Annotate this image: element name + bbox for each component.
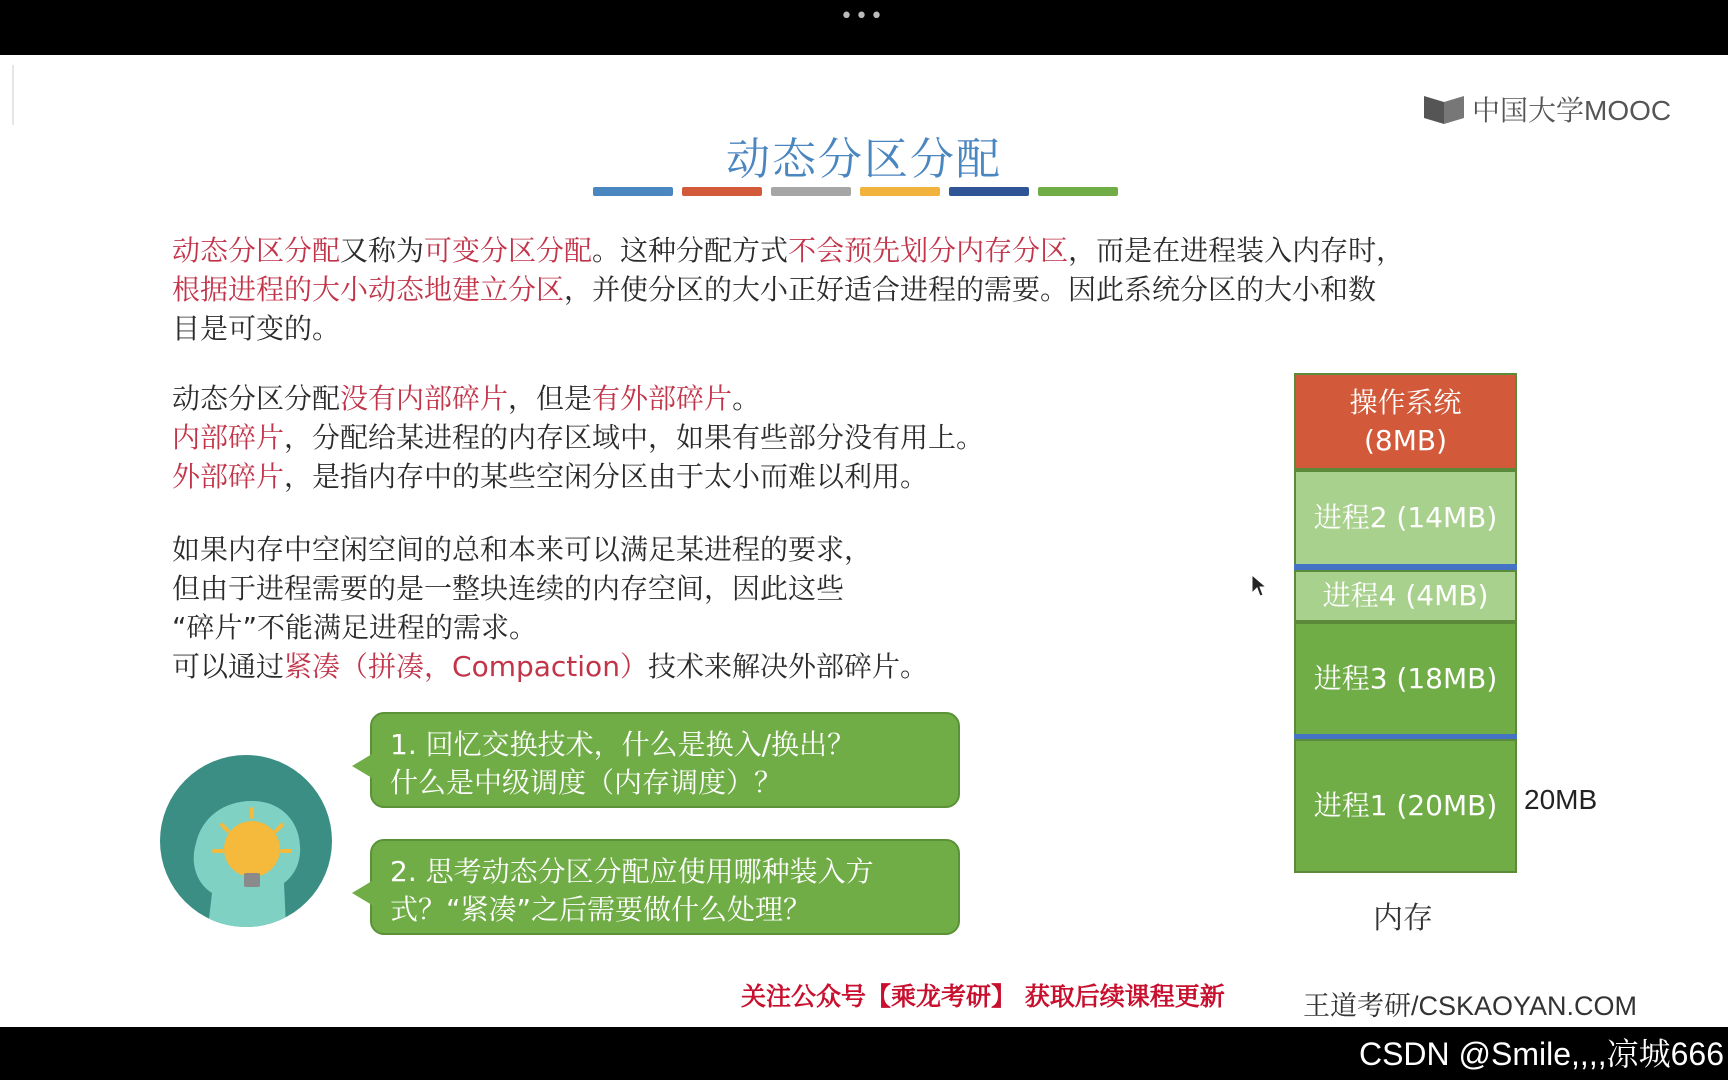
- highlight-text: 紧凑（拼凑，Compaction）: [284, 650, 648, 683]
- paragraph-fragmentation: [172, 379, 984, 496]
- memory-block-process-2: 进程2 (14MB): [1294, 470, 1517, 566]
- body-text: 技术来解决外部碎片。: [647, 650, 928, 683]
- body-text: 。这种分配方式: [592, 234, 789, 267]
- title-bar-segment: [682, 187, 762, 196]
- text-line: [172, 309, 1404, 348]
- slide-edge-divider: [12, 65, 14, 125]
- highlight-text: 可变分区分配: [424, 234, 593, 267]
- thinking-head-icon: [160, 755, 332, 927]
- footer-website: 王道考研/CSKAOYAN.COM: [1303, 991, 1638, 1021]
- highlight-text: 动态分区分配: [172, 234, 341, 267]
- question-1-line-1: 1. 回忆交换技术，什么是换入/换出？: [390, 728, 856, 761]
- text-line: [172, 379, 984, 418]
- paragraph-definition: [172, 231, 1404, 348]
- slide: [0, 55, 1728, 1027]
- more-menu-icon[interactable]: •••: [840, 4, 885, 29]
- text-line: [172, 647, 928, 686]
- body-text: 可以通过: [172, 650, 285, 683]
- body-text: 动态分区分配: [172, 382, 341, 415]
- text-line: [172, 418, 984, 457]
- body-text: 如果内存中空闲空间的总和本来可以满足某进程的要求，: [172, 533, 873, 566]
- title-bar-segment: [860, 187, 940, 196]
- text-line: [172, 608, 928, 647]
- highlight-text: 根据进程的大小动态地建立分区: [172, 273, 565, 306]
- body-text: ，并使分区的大小正好适合进程的需要。因此系统分区的大小和数: [564, 273, 1377, 306]
- mouse-cursor-icon: [1251, 574, 1267, 602]
- highlight-text: 不会预先划分内存分区: [788, 234, 1069, 267]
- question-1-line-2: 什么是中级调度（内存调度）？: [390, 766, 783, 799]
- body-text: 又称为: [340, 234, 425, 267]
- question-bubble-2: [370, 839, 960, 935]
- body-text: 目是可变的。: [172, 312, 341, 345]
- text-line: [172, 569, 928, 608]
- body-text: ，但是: [508, 382, 593, 415]
- highlight-text: 有外部碎片: [592, 382, 733, 415]
- memory-block-os-size: (8MB): [1363, 423, 1448, 457]
- memory-caption: 内存: [1373, 901, 1433, 936]
- text-line: [172, 530, 928, 569]
- text-line: [172, 270, 1404, 309]
- memory-block-process-3: 进程3 (18MB): [1294, 622, 1517, 736]
- memory-block-process-4: 进程4 (4MB): [1294, 570, 1517, 622]
- body-text: ，而是在进程装入内存时，: [1068, 234, 1405, 267]
- body-text: ，是指内存中的某些空闲分区由于太小而难以利用。: [284, 460, 929, 493]
- mooc-logo-text: 中国大学MOOC: [1472, 95, 1672, 126]
- memory-block-os: [1294, 373, 1517, 470]
- title-color-bar: [593, 187, 1118, 196]
- body-text: 但由于进程需要的是一整块连续的内存空间，因此这些: [172, 572, 845, 605]
- title-bar-segment: [949, 187, 1029, 196]
- slide-title: 动态分区分配: [726, 134, 1002, 185]
- question-bubble-1: [370, 712, 960, 808]
- text-line: [172, 457, 984, 496]
- memory-block-process-1: 进程1 (20MB): [1294, 739, 1517, 873]
- csdn-watermark: CSDN @Smile,,,,凉城666: [1358, 1036, 1724, 1072]
- title-bar-segment: [771, 187, 851, 196]
- body-text: “碎片”不能满足进程的需求。: [172, 611, 538, 644]
- title-bar-segment: [593, 187, 673, 196]
- top-bar: [0, 0, 1728, 55]
- paragraph-compaction: [172, 530, 928, 686]
- question-2-line-2: 式？“紧凑”之后需要做什么处理？: [390, 893, 812, 926]
- question-2-line-1: 2. 思考动态分区分配应使用哪种装入方: [390, 855, 874, 888]
- body-text: 。: [732, 382, 761, 415]
- mooc-book-icon: [1422, 92, 1466, 126]
- body-text: ，分配给某进程的内存区域中，如果有些部分没有用上。: [284, 421, 985, 454]
- highlight-text: 内部碎片: [172, 421, 285, 454]
- title-bar-segment: [1038, 187, 1118, 196]
- highlight-text: 外部碎片: [172, 460, 285, 493]
- text-line: [172, 231, 1404, 270]
- footer-wechat-notice: 关注公众号【乘龙考研】 获取后续课程更新: [741, 982, 1225, 1011]
- memory-size-label: 20MB: [1524, 784, 1598, 815]
- highlight-text: 没有内部碎片: [340, 382, 509, 415]
- memory-block-os-name: 操作系统: [1349, 385, 1462, 419]
